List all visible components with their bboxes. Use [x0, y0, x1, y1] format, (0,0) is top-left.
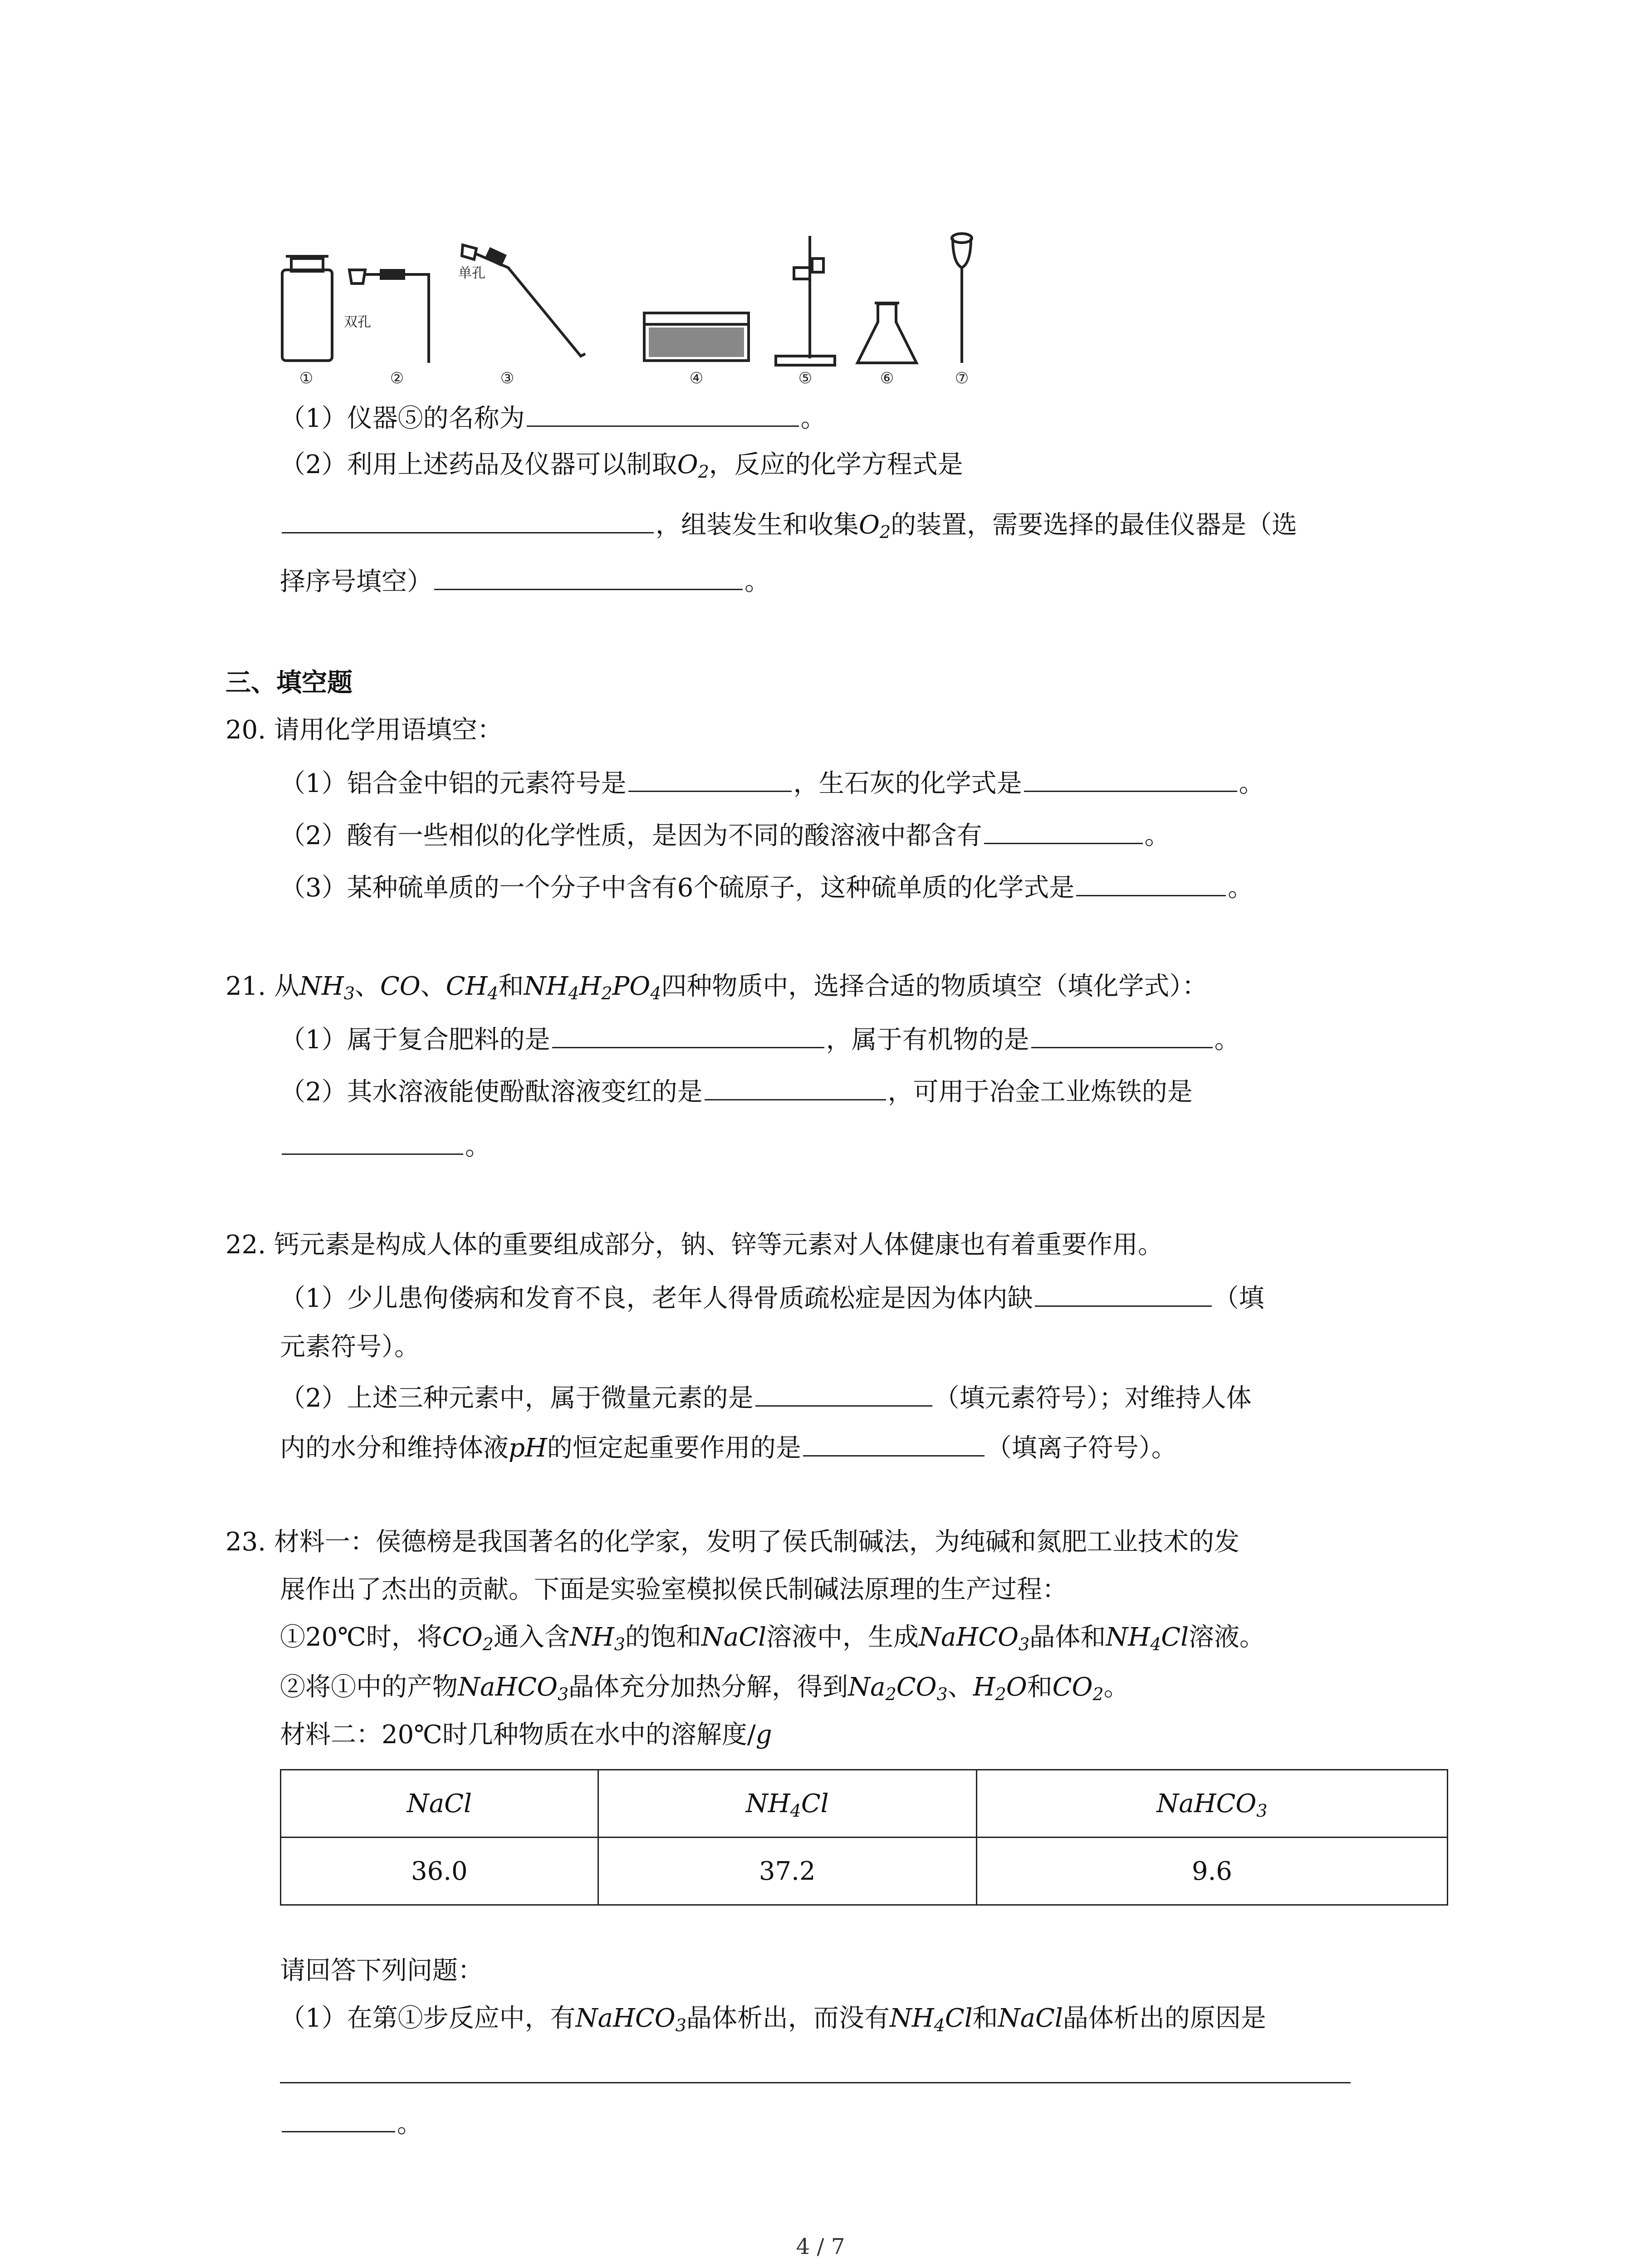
answer-line[interactable]: [280, 2082, 1351, 2083]
q20-part1: （1）铝合金中铝的元素符号是 ，生石灰的化学式是 。: [280, 764, 1264, 802]
answer-blank[interactable]: [527, 399, 799, 427]
q19-part1: （1）仪器⑤的名称为 。: [280, 399, 826, 437]
q21-part1: （1）属于复合肥料的是 ，属于有机物的是 。: [280, 1021, 1240, 1058]
q23-step1: ①20℃时，将$CO_2$通入含$NH_3$的饱和NaCl溶液中，生成NaHCO$_3$晶体和$NH_4Cl$溶液。: [280, 1623, 1265, 1654]
answer-blank[interactable]: [282, 506, 654, 533]
q23-stem-line1: 23. 材料一：侯德榜是我国著名的化学家，发明了侯氏制碱法，为纯碱和氮肥工业技术的发: [225, 1527, 1239, 1557]
q21-part2: （2）其水溶液能使酚酞溶液变红的是 ，可用于冶金工业炼铁的是: [280, 1073, 1193, 1110]
table-header-row: [281, 1770, 1448, 1838]
long-neck-funnel-icon: [952, 234, 972, 363]
q22-part2: （2）上述三种元素中，属于微量元素的是 （填元素符号）；对维持人体: [280, 1379, 1252, 1417]
apparatus-number-4: ④: [689, 369, 704, 387]
answer-blank[interactable]: [552, 1021, 824, 1048]
table-header: NaCl: [281, 1770, 598, 1838]
section-title: 三、填空题: [225, 668, 353, 698]
q22-stem: 22. 钙元素是构成人体的重要组成部分，钠、锌等元素对人体健康也有着重要作用。: [225, 1230, 1163, 1260]
apparatus-number-3: ③: [500, 369, 514, 387]
q22-part1: （1）少儿患佝偻病和发育不良，老年人得骨质疏松症是因为体内缺 （填: [280, 1279, 1264, 1317]
q23-part1-end: 。: [280, 2105, 422, 2142]
answer-blank[interactable]: [1031, 1021, 1213, 1048]
answer-blank[interactable]: [282, 1127, 463, 1155]
table-header: NaHCO$_3$: [976, 1770, 1447, 1838]
apparatus-number-7: ⑦: [955, 369, 969, 387]
iron-stand-icon: [776, 236, 835, 365]
solubility-table: [280, 1769, 1448, 1906]
table-cell: 37.2: [598, 1838, 976, 1905]
q21-part2-line2: 。: [280, 1127, 490, 1165]
q23-ask: 请回答下列问题：: [280, 1956, 483, 1985]
q23-stem-line2: 展作出了杰出的贡献。下面是实验室模拟侯氏制碱法原理的生产过程：: [280, 1575, 1068, 1604]
double-hole-label: 双孔: [344, 314, 371, 330]
water-trough-icon: [644, 313, 749, 361]
page-number: 4 / 7: [796, 2234, 845, 2259]
apparatus-number-1: ①: [299, 369, 314, 387]
table-header: $NH_4Cl$: [598, 1770, 976, 1838]
q21-stem: 21. 从$NH_3$、CO、$CH_4$和$NH_4H_2PO_4$四种物质中，选择合适的物质填空（填化学式）：: [225, 972, 1208, 1003]
apparatus-number-2: ②: [390, 369, 404, 387]
apparatus-number-6: ⑥: [880, 369, 894, 387]
q22-part1-line2: 元素符号）。: [280, 1332, 420, 1362]
answer-blank[interactable]: [1076, 869, 1226, 896]
answer-blank[interactable]: [628, 764, 792, 792]
answer-blank[interactable]: [1035, 1279, 1212, 1307]
q20-part2: （2）酸有一些相似的化学性质，是因为不同的酸溶液中都含有 。: [280, 816, 1170, 854]
table-cell: 9.6: [976, 1838, 1447, 1905]
answer-blank[interactable]: [1024, 764, 1237, 792]
gas-bottle-icon: [282, 256, 332, 361]
q23-part1: （1）在第①步反应中，有NaHCO$_3$晶体析出，而没有$NH_4Cl$和NaCl晶体析出的原因是: [280, 2004, 1266, 2035]
q22-part2-line2: 内的水分和维持体液pH的恒定起重要作用的是 （填离子符号）。: [280, 1429, 1177, 1466]
answer-blank[interactable]: [705, 1073, 886, 1100]
answer-blank[interactable]: [984, 816, 1143, 844]
single-hole-label: 单孔: [458, 265, 485, 281]
q19-part2-line2: ，组装发生和收集$O_2$的装置，需要选择的最佳仪器是（选: [280, 506, 1297, 543]
q23-material2: 材料二：20℃时几种物质在水中的溶解度/g: [280, 1720, 772, 1750]
answer-blank[interactable]: [803, 1429, 985, 1457]
answer-blank[interactable]: [434, 562, 743, 590]
q20-part3: （3）某种硫单质的一个分子中含有6个硫原子，这种硫单质的化学式是 。: [280, 869, 1253, 906]
apparatus-number-5: ⑤: [798, 369, 813, 387]
apparatus-figure: [272, 227, 1043, 390]
q19-part2: （2）利用上述药品及仪器可以制取$O_2$，反应的化学方程式是: [280, 450, 963, 482]
answer-blank[interactable]: [282, 2105, 395, 2132]
table-row: [281, 1838, 1448, 1905]
conical-flask-icon: [857, 303, 916, 363]
q19-part2-line3: 择序号填空） 。: [280, 562, 770, 600]
answer-blank[interactable]: [755, 1379, 932, 1407]
single-hole-stopper-icon: [462, 245, 585, 356]
q23-step2: ②将①中的产物NaHCO$_3$晶体充分加热分解，得到$Na_2CO_3$、$H_2O$和$CO_2$。: [280, 1672, 1129, 1704]
table-cell: 36.0: [281, 1838, 598, 1905]
q20-stem: 20. 请用化学用语填空：: [225, 715, 503, 745]
